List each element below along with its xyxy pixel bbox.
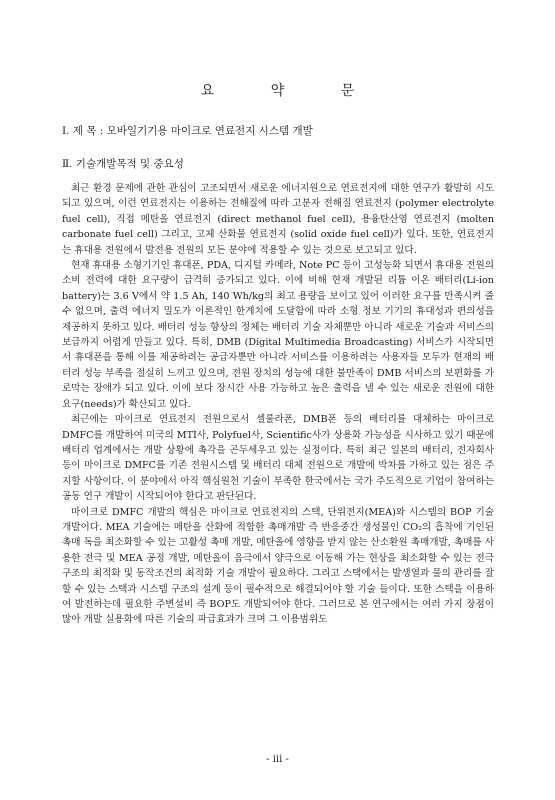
page-number: - iii - [266, 754, 289, 765]
summary-body [62, 181, 494, 628]
section-heading-purpose: Ⅱ. 기술개발목적 및 중요성 [62, 158, 184, 170]
section-heading-title: Ⅰ. 제 목 : 모바일기기용 마이크로 연료전지 시스템 개발 [62, 125, 313, 137]
paragraph: 마이크로 DMFC 개발의 핵심은 마이크로 연료전지의 스택, 단위전지(MEA)와 시스템의 BOP 기술 개발이다. MEA 기술에는 메탄올 산화에 적합한 촉매개발 즉 반응중간 생성물인 CO₂의 흡착에 기인된 촉매 독을 최소화할 수 있는 고활성 촉매 개발, 메탄올에 영향을 받지 않는 산소환원 촉매개발, 촉매를 사용한 전극 및 MEA 공정 개발, 메탄올이 음극에서 양극으로 이동해 가는 현상을 최소화할 수 있는 전극 구조의 최적화 및 동작조건의 최적화 기술 개발이 필요하다. 그리고 스택에서는 발생열과 물의 관리를 잘할 수 있는 스택과 시스템 구조의 설계 등이 필수적으로 해결되어야 할 기술 들이다. 또한 스택을 이용하여 발전하는데 필요한 주변설비 즉 BOP도 개발되어야 한다. 그러므로 본 연구에서는 여러 가지 장점이 많아 개발 실용화에 따른 기술의 파급효과가 크며 그 이용범위도 [62, 506, 494, 626]
page-title: 요 약 문 [200, 83, 381, 99]
paragraph: 현재 휴대용 소형기기인 휴대폰, PDA, 디지털 카메라, Note PC 등이 고성능화 되면서 휴대용 전원의 소비 전력에 대한 요구량이 급격히 증가되고 있다. 이에 비해 현재 개발된 리튬 이온 배터리(Li-ion battery)는 3.6 V에서 약 1.5 Ah, 140 Wh/kg의 최고 용량을 보이고 있어 이러한 요구를 만족시켜 줄 수 없으며, 출력 에너지 밀도가 이론적인 한계치에 도달함에 따라 소형 정보 기기의 휴대성과 편의성을 제공하지 못하고 있다. 배터리 성능 향상의 정체는 배터리 기술 자체뿐만 아니라 새로운 기술과 서비스의 보급까지 어렵게 만들고 있다. 특히, DMB (Digital Multimedia Broadcasting) 서비스가 시작되면서 휴대폰을 통해 이를 제공하려는 공급자뿐만 아니라 서비스를 이용하려는 사용자들 모두가 현재의 배터리 성능 부족을 절실히 느끼고 있으며, 전원 장치의 성능에 대한 불만족이 DMB 서비스의 보편화를 가로막는 장애가 되고 있다. 이에 보다 장시간 사용 가능하고 높은 출력을 낼 수 있는 새로운 전원에 대한 요구(needs)가 확산되고 있다. [62, 260, 494, 410]
paragraph: 최근 환경 문제에 관한 관심이 고조되면서 새로운 에너지원으로 연료전지에 대한 연구가 활발히 시도되고 있으며, 이런 연료전지는 이용하는 전해질에 따라 고분자 전해질 연료전지 (polymer electrolyte fuel cell), 직접 메탄올 연료전지 (direct methanol fuel cell), 용융탄산염 연료전지 (molten carbonate fuel cell) 그리고, 고체 산화물 연료전지 (solid oxide fuel cell)가 있다. 또한, 연료전지는 휴대용 전원에서 발전용 전원의 모든 분야에 적용할 수 있는 것으로 보고되고 있다. [62, 183, 494, 256]
paragraph: 최근에는 마이크로 연료전지 전원으로서 셀룰라폰, DMB폰 등의 배터리를 대체하는 마이크로 DMFC를 개발하여 미국의 MTI사, Polyfuel사, Scientific사가 상용화 가능성을 시사하고 있기 때문에 배터리 업계에서는 개발 상황에 촉각을 곤두세우고 있는 실정이다. 특히 최근 일본의 배터리, 전자회사 등이 마이크로 DMFC를 기존 전원시스템 및 배터리 대체 전원으로 개발에 박차를 가하고 있는 점은 주지할 사항이다. 이 분야에서 아직 핵심원천 기술이 부족한 한국에서는 국가 주도적으로 기업이 참여하는 공동 연구 개발이 시작되어야 한다고 판단된다. [62, 414, 494, 503]
